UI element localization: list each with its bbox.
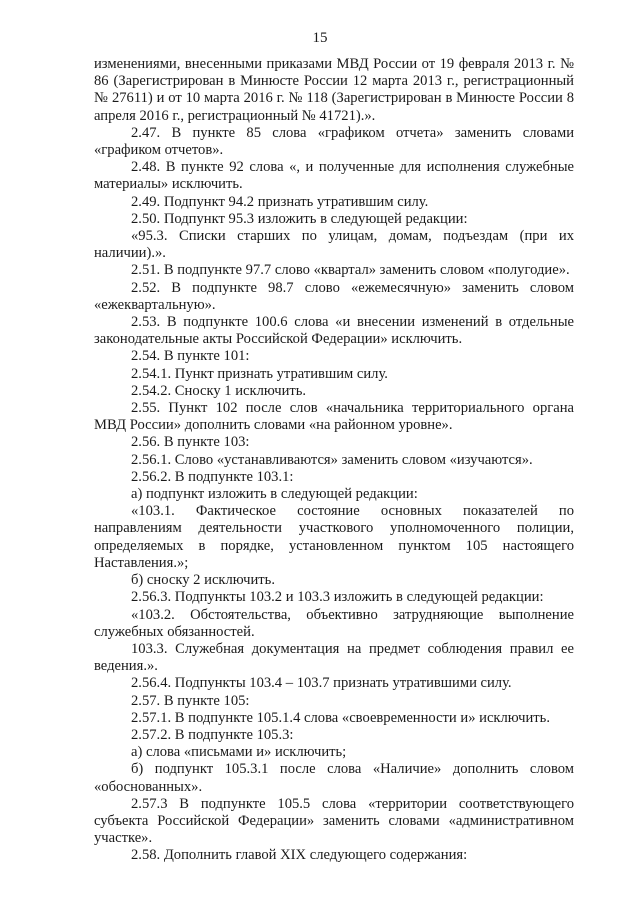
paragraph-2-50: 2.50. Подпункт 95.3 изложить в следующей редакции:	[131, 210, 468, 227]
paragraph-2-54: 2.54. В пункте 101:	[131, 348, 250, 365]
paragraph-2-54-2: 2.54.2. Сноску 1 исключить.	[131, 382, 307, 399]
page-number: 15	[312, 30, 328, 46]
paragraph-2-48: 2.48. В пункте 92 слова «, и полученные для исполнения служебные материалы» исключить.	[94, 159, 574, 193]
paragraph-2-57-1: 2.57.1. В подпункте 105.1.4 слова «своевременности и» исключить.	[131, 709, 550, 726]
paragraph-2-51: 2.51. В подпункте 97.7 слово «квартал» заменить словом «полугодие».	[131, 262, 570, 279]
paragraph-item-a: а) подпункт изложить в следующей редакции:	[131, 486, 418, 503]
paragraph-2-56-1: 2.56.1. Слово «устанавливаются» заменить словом «изучаются».	[131, 451, 533, 468]
paragraph-item-b: б) сноску 2 исключить.	[131, 572, 275, 589]
paragraph-2-57-3: 2.57.3 В подпункте 105.5 слова «территории соответствующего субъекта Российской Федерации» заменить словами «административном участке».	[94, 795, 574, 847]
paragraph-2-53: 2.53. В подпункте 100.6 слова «и внесении изменений в отдельные законодательные акты Российской Федерации» исключить.	[94, 314, 574, 348]
paragraph-2-56: 2.56. В пункте 103:	[131, 434, 250, 451]
paragraph-2-57-2: 2.57.2. В подпункте 105.3:	[131, 726, 294, 743]
document-body	[94, 56, 574, 865]
paragraph-2-58: 2.58. Дополнить главой XIX следующего содержания:	[131, 847, 468, 864]
paragraph-quote-95-3: «95.3. Списки старших по улицам, домам, подъездам (при их наличии).».	[94, 228, 574, 262]
paragraph-2-57: 2.57. В пункте 105:	[131, 692, 250, 709]
paragraph-2-56-2: 2.56.2. В подпункте 103.1:	[131, 468, 294, 485]
paragraph-item-a-2: а) слова «письмами и» исключить;	[131, 744, 347, 761]
paragraph-quote-103-1: «103.1. Фактическое состояние основных показателей по направлениям деятельности участкового уполномоченного полиции, определяемых в порядке, установленном пунктом 105 настоящего Наставления.»;	[94, 503, 574, 571]
paragraph-2-56-3: 2.56.3. Подпункты 103.2 и 103.3 изложить в следующей редакции:	[131, 589, 544, 606]
paragraph-2-49: 2.49. Подпункт 94.2 признать утратившим силу.	[131, 193, 429, 210]
paragraph-2-47: 2.47. В пункте 85 слова «графиком отчета» заменить словами «графиком отчетов».	[94, 124, 574, 159]
paragraph-2-52: 2.52. В подпункте 98.7 слово «ежемесячную» заменить словом «ежеквартальную».	[94, 279, 574, 313]
paragraph-item-b-2: б) подпункт 105.3.1 после слова «Наличие» дополнить словом «обоснованных».	[94, 761, 574, 795]
paragraph-2-56-4: 2.56.4. Подпункты 103.4 – 103.7 признать утратившими силу.	[131, 675, 512, 692]
paragraph-2-55: 2.55. Пункт 102 после слов «начальника территориального органа МВД России» дополнить словами «на районном уровне».	[94, 400, 574, 434]
paragraph-quote-103-2: «103.2. Обстоятельства, объективно затрудняющие выполнение служебных обязанностей.	[94, 606, 574, 640]
paragraph-2-54-1: 2.54.1. Пункт признать утратившим силу.	[131, 365, 388, 382]
paragraph-continuation: изменениями, внесенными приказами МВД России от 19 февраля 2013 г. № 86 (Зарегистрирован в Минюсте России 12 марта 2013 г., регистрационный № 27611) и от 10 марта 2016 г. № 118 (Зарегистрирован в Минюсте России 8 апреля 2016 г., регистрационный № 41721).».	[94, 56, 574, 124]
paragraph-quote-103-3: 103.3. Служебная документация на предмет соблюдения правил ее ведения.».	[94, 640, 574, 675]
